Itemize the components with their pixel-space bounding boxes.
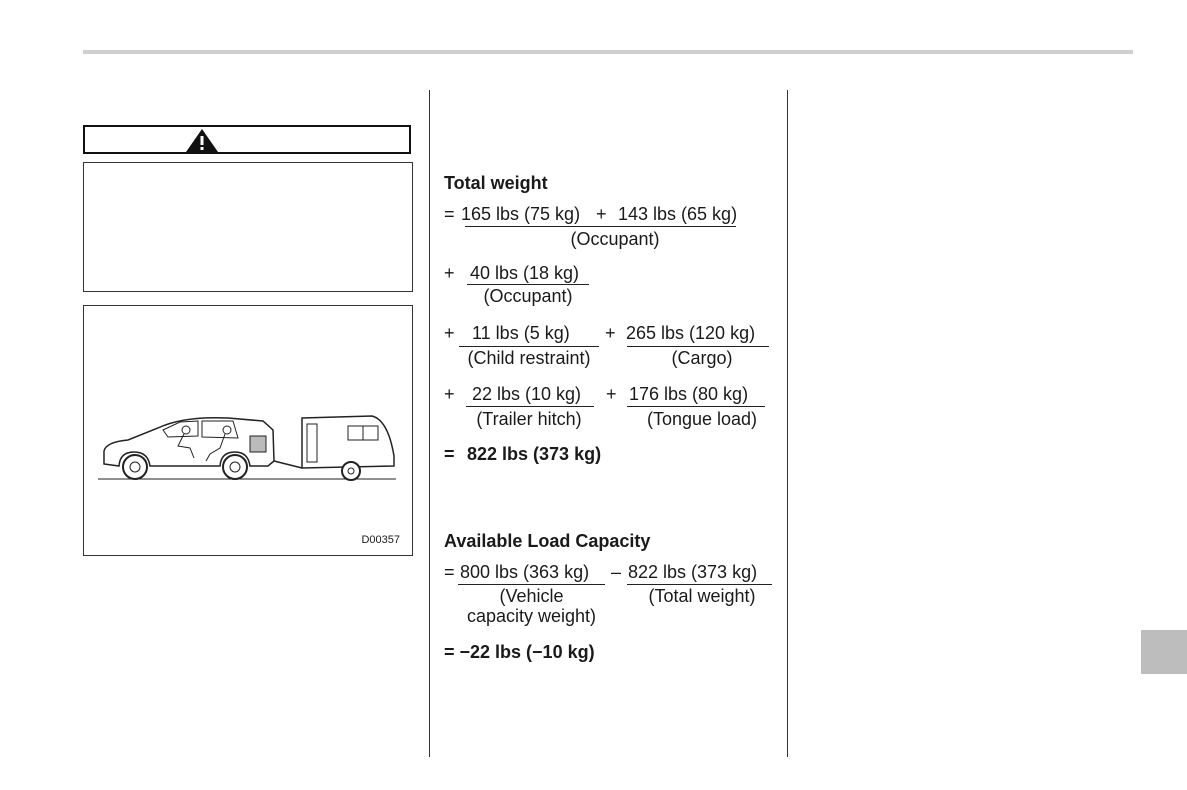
column-divider-right: [787, 90, 788, 757]
tw-row4-b-label: (Tongue load): [646, 409, 758, 429]
fraction-line: [458, 584, 605, 585]
tw-row1-prefix: =: [444, 204, 455, 224]
header-rule: [83, 50, 1133, 54]
warning-body: [83, 162, 413, 292]
al-row1-b: 822 lbs (373 kg): [628, 562, 758, 582]
figure-code: D00357: [361, 534, 400, 546]
al-row1-a: 800 lbs (363 kg): [460, 562, 590, 582]
fraction-line: [627, 584, 772, 585]
al-row1-b-label: (Total weight): [648, 586, 756, 606]
tw-row2-a: 40 lbs (18 kg): [470, 263, 580, 283]
al-result: = −22 lbs (−10 kg): [444, 642, 595, 662]
tw-result-value: 822 lbs (373 kg): [467, 444, 602, 464]
tw-row1-label: (Occupant): [570, 229, 660, 249]
al-row1-a-label-2: capacity weight): [466, 606, 597, 626]
tw-row1-b: 143 lbs (65 kg): [618, 204, 738, 224]
fraction-line: [466, 406, 594, 407]
tw-row3-a: 11 lbs (5 kg): [472, 323, 570, 343]
tw-row3-b: 265 lbs (120 kg): [626, 323, 756, 343]
figure-vehicle-trailer: [83, 305, 413, 556]
tw-row1-a: 165 lbs (75 kg): [461, 204, 581, 224]
car-towing-trailer-illustration: [98, 406, 398, 486]
tw-row2-prefix: +: [444, 263, 455, 283]
tw-row3-b-label: (Cargo): [671, 348, 733, 368]
fraction-line: [627, 406, 765, 407]
total-weight-heading: Total weight: [444, 173, 548, 193]
tw-row3-prefix: +: [444, 323, 455, 343]
fraction-line: [627, 346, 769, 347]
tw-row1-op: +: [596, 204, 607, 224]
tw-row3-a-label: (Child restraint): [467, 348, 591, 368]
tw-row4-a-label: (Trailer hitch): [476, 409, 582, 429]
column-divider-left: [429, 90, 430, 757]
fraction-line: [465, 226, 736, 227]
tw-row4-op: +: [606, 384, 617, 404]
warning-header: [83, 125, 411, 154]
tw-result-prefix: =: [444, 444, 455, 464]
tw-row4-prefix: +: [444, 384, 455, 404]
tw-row4-b: 176 lbs (80 kg): [629, 384, 749, 404]
fraction-line: [459, 346, 599, 347]
al-row1-a-label-1: (Vehicle: [499, 586, 564, 606]
section-tab-marker: [1141, 630, 1187, 674]
tw-row4-a: 22 lbs (10 kg): [472, 384, 582, 404]
al-row1-op: –: [611, 562, 622, 582]
warning-triangle-icon: [185, 128, 219, 153]
available-load-heading: Available Load Capacity: [444, 531, 651, 551]
al-row1-prefix: =: [444, 562, 455, 582]
fraction-line: [467, 284, 589, 285]
tw-row3-op: +: [605, 323, 616, 343]
tw-row2-label: (Occupant): [483, 286, 573, 306]
